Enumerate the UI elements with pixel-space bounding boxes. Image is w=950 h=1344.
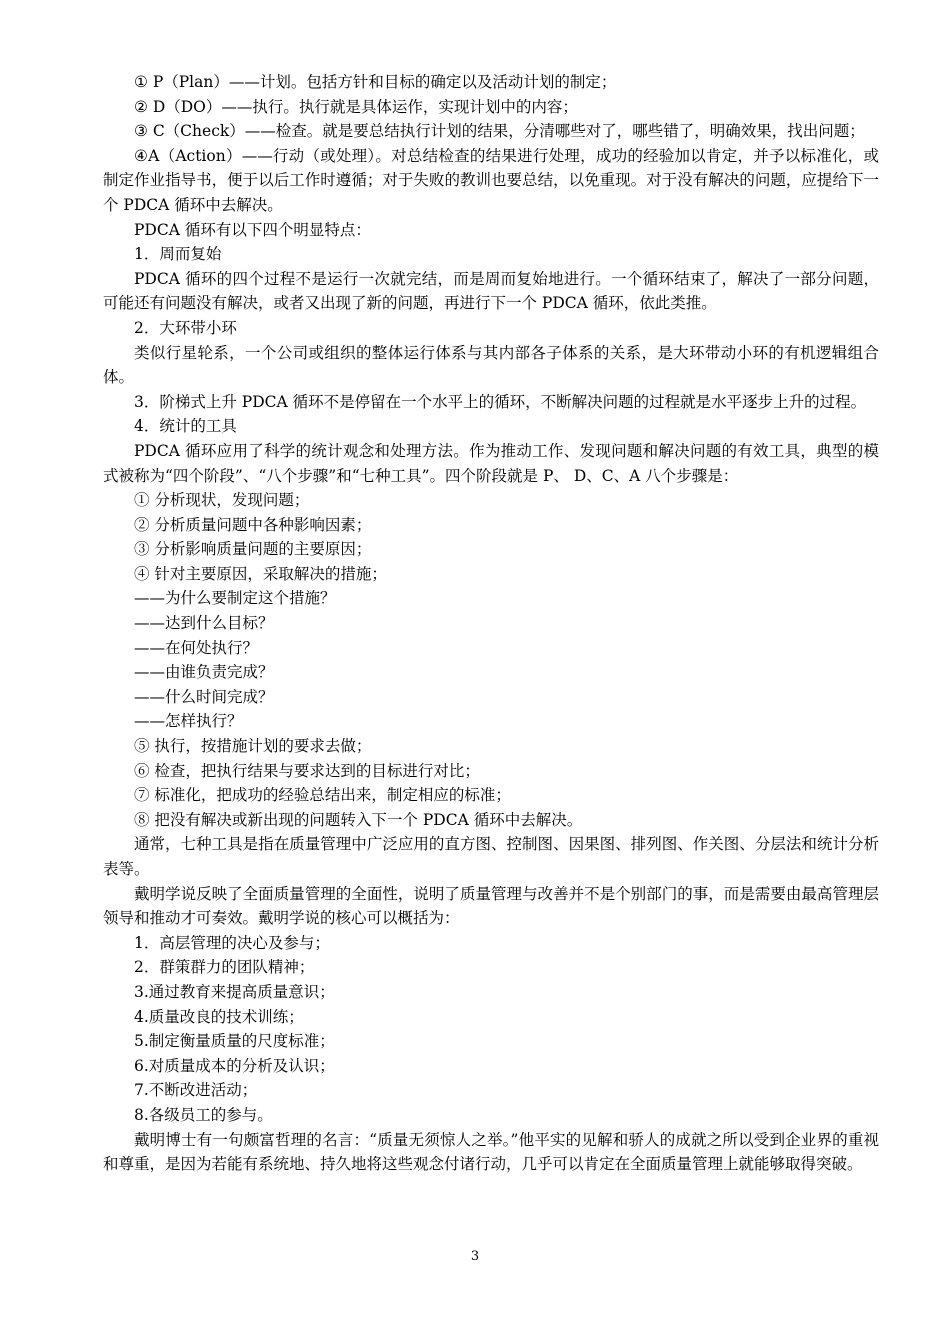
body-paragraph: ——在何处执行？ [134,638,259,657]
body-paragraph: ——达到什么目标？ [134,614,274,633]
body-paragraph: 3．阶梯式上升 PDCA 循环不是停留在一个水平上的循环，不断解决问题的过程就是水平逐步上升的过程。 [134,392,867,411]
body-paragraph: PDCA 循环的四个过程不是运行一次就完结，而是周而复始地进行。一个循环结束了，解决了一部分问题，可能还有问题没有解决，或者又出现了新的问题，再进行下一个 PDCA 循环，依此类推。 [103,269,879,313]
body-paragraph: 1．周而复始 [134,245,222,264]
body-paragraph: ⑦ 标准化，把成功的经验总结出来，制定相应的标准； [134,786,511,805]
page-number: 3 [470,1249,480,1264]
body-paragraph: 类似行星轮系，一个公司或组织的整体运行体系与其内部各子体系的关系，是大环带动小环的有机逻辑组合体。 [103,343,879,387]
body-paragraph: ⑧ 把没有解决或新出现的问题转入下一个 PDCA 循环中去解决。 [134,810,583,829]
body-paragraph: ——什么时间完成？ [134,687,274,706]
body-paragraph: 4．统计的工具 [134,417,237,436]
body-paragraph: 戴明博士有一句颇富哲理的名言：“质量无须惊人之举。”他平实的见解和骄人的成就之所以受到企业界的重视和尊重，是因为若能有系统地、持久地将这些观念付诸行动，几乎可以肯定在全面质量管理上就能够取得突破。 [103,1130,879,1174]
body-paragraph: ② 分析质量问题中各种影响因素； [134,515,372,534]
body-paragraph: 2．群策群力的团队精神； [134,958,315,977]
body-paragraph: 5.制定衡量质量的尺度标准； [134,1032,335,1051]
body-paragraph: PDCA 循环有以下四个明显特点： [134,220,371,239]
body-paragraph: PDCA 循环应用了科学的统计观念和处理方法。作为推动工作、发现问题和解决问题的有效工具，典型的模式被称为“四个阶段”、“八个步骤”和“七种工具”。四个阶段就是 P、 D、C、A 八个步骤是： [103,441,879,485]
body-paragraph: ——为什么要制定这个措施？ [134,589,336,608]
body-paragraph: 8.各级员工的参与。 [134,1105,273,1124]
page-body [103,70,879,1177]
body-paragraph: 4.质量改良的技术训练； [134,1007,304,1026]
body-paragraph: ③ 分析影响质量问题的主要原因； [134,540,372,559]
body-paragraph: 3.通过教育来提高质量意识； [134,982,335,1001]
body-paragraph: ——怎样执行？ [134,712,243,731]
body-paragraph: ② D（DO）——执行。执行就是具体运作，实现计划中的内容； [134,97,578,116]
body-paragraph: ③ C（Check）——检查。就是要总结执行计划的结果，分清哪些对了，哪些错了，明确效果，找出问题； [134,122,865,141]
body-paragraph: ④A（Action）——行动（或处理）。对总结检查的结果进行处理，成功的经验加以肯定，并予以标准化，或制定作业指导书，便于以后工作时遵循；对于失败的教训也要总结，以免重现。对于没有解决的问题，应提给下一个 PDCA 循环中去解决。 [103,146,879,214]
body-paragraph: ① P（Plan）——计划。包括方针和目标的确定以及活动计划的制定； [134,73,617,91]
body-paragraph: ④ 针对主要原因，采取解决的措施； [134,564,387,583]
body-paragraph: 通常，七种工具是指在质量管理中广泛应用的直方图、控制图、因果图、排列图、作关图、分层法和统计分析表等。 [103,835,879,878]
body-paragraph: 戴明学说反映了全面质量管理的全面性，说明了质量管理与改善并不是个别部门的事，而是需要由最高管理层领导和推动才可奏效。戴明学说的核心可以概括为： [103,884,879,928]
body-paragraph: ⑥ 检查，把执行结果与要求达到的目标进行对比； [134,761,480,780]
body-paragraph: ——由谁负责完成？ [134,663,274,682]
body-paragraph: 7.不断改进活动； [134,1081,258,1100]
body-paragraph: 1．高层管理的决心及参与； [134,933,330,952]
body-paragraph: 6.对质量成本的分析及认识； [134,1056,335,1075]
body-paragraph: ⑤ 执行，按措施计划的要求去做； [134,737,372,756]
body-paragraph: 2．大环带小环 [134,318,237,337]
body-paragraph: ① 分析现状，发现问题； [134,491,310,510]
